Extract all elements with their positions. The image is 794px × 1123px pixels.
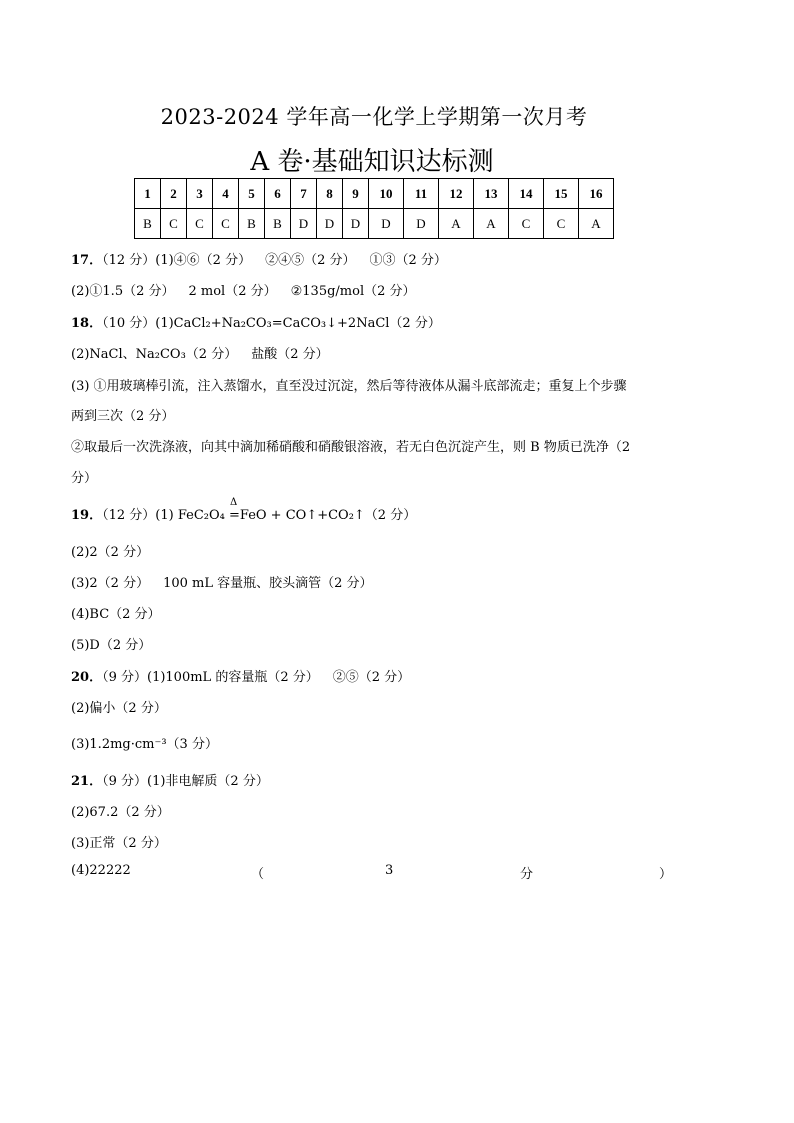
q17-line-1 bbox=[71, 249, 447, 268]
q21-line-1 bbox=[71, 770, 269, 789]
q18-line-5: ②取最后一次洗涤液，向其中滴加稀硝酸和硝酸银溶液，若无白色沉淀产生，则 B 物质已洗净（2 bbox=[71, 440, 631, 455]
question-number-cell: 7 bbox=[291, 179, 317, 209]
q21-line-2: (2)67.2（2 分） bbox=[71, 805, 170, 820]
question-number-cell: 4 bbox=[213, 179, 239, 209]
q21-part1-answer: （9 分）(1)非电解质（2 分） bbox=[102, 774, 269, 789]
question-number-cell: 5 bbox=[239, 179, 265, 209]
answer-cell: B bbox=[239, 209, 265, 239]
question-number-cell: 6 bbox=[265, 179, 291, 209]
q20-line-3: (3)1.2mg·cm⁻³（3 分） bbox=[71, 737, 218, 752]
q18-part2-answer-a: (2)NaCl、Na₂CO₃（2 分） bbox=[71, 347, 238, 362]
q19-equals-sign: = bbox=[228, 508, 240, 523]
q20-line-1 bbox=[71, 666, 410, 685]
question-number-cell: 1 bbox=[135, 179, 161, 209]
q17-number: 17． bbox=[71, 253, 103, 268]
question-number-cell: 9 bbox=[343, 179, 369, 209]
answer-cell: D bbox=[291, 209, 317, 239]
q20-number: 20． bbox=[71, 670, 103, 685]
q18-line-1 bbox=[71, 312, 441, 331]
q17-part1-answer-c: ①③（2 分） bbox=[369, 253, 447, 268]
answer-cell: C bbox=[509, 209, 544, 239]
q19-number: 19． bbox=[71, 508, 103, 523]
q19-part1-reactant: （12 分）(1) FeC₂O₄ bbox=[102, 508, 229, 523]
q18-line-6: 分） bbox=[71, 471, 98, 486]
exam-subtitle: A 卷·基础知识达标测 bbox=[250, 147, 494, 177]
q17-part1-answer-b: ②④⑤（2 分） bbox=[265, 253, 356, 268]
answer-table bbox=[134, 178, 614, 239]
question-number-cell: 15 bbox=[544, 179, 579, 209]
q20-line-2: (2)偏小（2 分） bbox=[71, 701, 167, 716]
q21-part4-answer: (4)22222 bbox=[71, 863, 131, 878]
answer-cell: D bbox=[317, 209, 343, 239]
q19-line-2: (2)2（2 分） bbox=[71, 545, 150, 560]
question-number-cell: 14 bbox=[509, 179, 544, 209]
answer-cell: D bbox=[343, 209, 369, 239]
q18-line-2 bbox=[71, 343, 329, 362]
answer-cell: C bbox=[187, 209, 213, 239]
answer-table-answers-row bbox=[135, 209, 614, 239]
q19-heat-condition bbox=[228, 497, 240, 523]
answer-cell: C bbox=[544, 209, 579, 239]
q19-part1-products: FeO + CO↑+CO₂↑（2 分） bbox=[239, 508, 417, 523]
question-number-cell: 10 bbox=[369, 179, 404, 209]
q19-line-5: (5)D（2 分） bbox=[71, 638, 152, 653]
q21-part4-open-paren: （ bbox=[251, 867, 265, 882]
answer-cell: B bbox=[135, 209, 161, 239]
q21-line-4 bbox=[71, 863, 671, 881]
question-number-cell: 13 bbox=[474, 179, 509, 209]
q19-line-1 bbox=[71, 497, 417, 523]
answer-cell: C bbox=[213, 209, 239, 239]
question-number-cell: 8 bbox=[317, 179, 343, 209]
q20-part1-answer-a: （9 分）(1)100mL 的容量瓶（2 分） bbox=[102, 670, 319, 685]
answer-cell: C bbox=[161, 209, 187, 239]
q17-part2-answer-c: ②135g/mol（2 分） bbox=[290, 284, 416, 299]
q19-line-4: (4)BC（2 分） bbox=[71, 607, 161, 622]
q21-number: 21． bbox=[71, 774, 103, 789]
q18-part1-answer: （10 分）(1)CaCl₂+Na₂CO₃=CaCO₃↓+2NaCl（2 分） bbox=[102, 316, 441, 331]
question-number-cell: 11 bbox=[404, 179, 439, 209]
q17-part1-answer-a: （12 分）(1)④⑥（2 分） bbox=[102, 253, 252, 268]
answer-cell: A bbox=[474, 209, 509, 239]
q19-part3-answer-b: 100 mL 容量瓶、胶头滴管（2 分） bbox=[163, 576, 373, 591]
exam-title: 2023-2024 学年高一化学上学期第一次月考 bbox=[160, 105, 588, 129]
q19-part3-answer-a: (3)2（2 分） bbox=[71, 576, 150, 591]
q17-line-2 bbox=[71, 280, 416, 299]
q19-line-3 bbox=[71, 572, 373, 591]
q18-number: 18． bbox=[71, 316, 103, 331]
answer-cell: A bbox=[579, 209, 614, 239]
q18-line-3: (3) ①用玻璃棒引流，注入蒸馏水，直至没过沉淀，然后等待液体从漏斗底部流走；重复上个步骤 bbox=[71, 379, 627, 394]
q21-line-3: (3)正常（2 分） bbox=[71, 836, 167, 851]
q21-part4-score: 3 bbox=[385, 863, 394, 878]
answer-cell: D bbox=[404, 209, 439, 239]
q18-part2-answer-b: 盐酸（2 分） bbox=[251, 347, 329, 362]
answer-table-numbers-row bbox=[135, 179, 614, 209]
q21-part4-unit: 分 bbox=[520, 867, 534, 882]
q21-part4-close-paren: ） bbox=[659, 867, 673, 882]
question-number-cell: 3 bbox=[187, 179, 213, 209]
question-number-cell: 16 bbox=[579, 179, 614, 209]
q20-part1-answer-b: ②⑤（2 分） bbox=[332, 670, 411, 685]
question-number-cell: 12 bbox=[439, 179, 474, 209]
question-number-cell: 2 bbox=[161, 179, 187, 209]
answer-cell: B bbox=[265, 209, 291, 239]
heat-delta-symbol: Δ bbox=[229, 497, 238, 508]
answer-cell: A bbox=[439, 209, 474, 239]
q18-line-4: 两到三次（2 分） bbox=[71, 409, 175, 424]
q17-part2-answer-a: (2)①1.5（2 分） bbox=[71, 284, 175, 299]
q17-part2-answer-b: 2 mol（2 分） bbox=[188, 284, 277, 299]
answer-cell: D bbox=[369, 209, 404, 239]
